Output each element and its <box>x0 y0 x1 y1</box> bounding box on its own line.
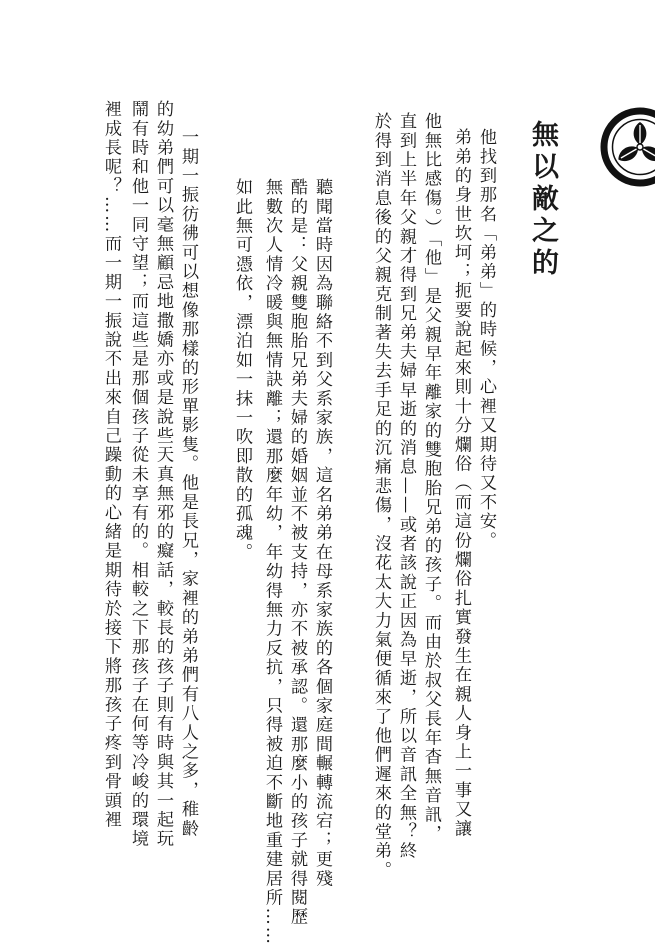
text-line: 聽聞當時因為聯絡不到父系家族，這名弟弟在母系家族的各個家庭間輾轉流宕；更殘 <box>310 178 334 888</box>
text-line: 無數次人情冷暖與無情訣離；還那麼年幼，年幼得無力反抗，只得被迫不斷地重建居所…… <box>260 178 284 946</box>
text-line: 鬧有時和他一同守望；而這些是那個孩子從未享有的。相較之下那孩子在何等冷峻的環境 <box>126 100 150 849</box>
text-line: 於得到消息後的父親克制著失去手足的沉痛悲傷，沒花太大力氣便循來了他們遲來的堂弟。 <box>369 112 393 880</box>
text-line: 一期一振彷彿可以想像那樣的形單影隻。他是長兄，家裡的弟弟們有八人之多，稚齡 <box>176 128 200 838</box>
text-line: 裡成長呢？……而一期一振說不出來自己躁動的心緒是期待於接下將那孩子疼到骨頭裡 <box>99 100 123 830</box>
text-line: 直到上半年父親才得到兄弟夫婦早逝的消息——或者該說正因為早逝，所以音訊全無？終 <box>394 112 418 861</box>
chapter-title: 無以敵之的 <box>522 120 562 280</box>
text-line: 他找到那名「弟弟」的時候，心裡又期待又不安。 <box>474 128 498 550</box>
text-line: 弟弟的身世坎坷；扼要說起來則十分爛俗（而這份爛俗扎實發生在親人身上一事又讓 <box>449 128 473 838</box>
text-line: 如此無可憑依，漂泊如一抹一吹即散的孤魂。 <box>230 178 254 562</box>
text-line: 的幼弟們可以毫無顧忌地撒嬌亦或是說些天真無邪的癡話，較長的孩子則有時與其一起玩 <box>151 100 175 849</box>
family-crest-icon <box>592 95 655 199</box>
text-line: 酷的是：父親雙胞胎兄弟夫婦的婚姻並不被支持，亦不被承認。還那麼小的孩子就得閱歷 <box>285 178 309 927</box>
text-line: 他無比感傷。）「他」是父親早年離家的雙胞胎兄弟的孩子。而由於叔父長年杳無音訊， <box>419 112 443 844</box>
